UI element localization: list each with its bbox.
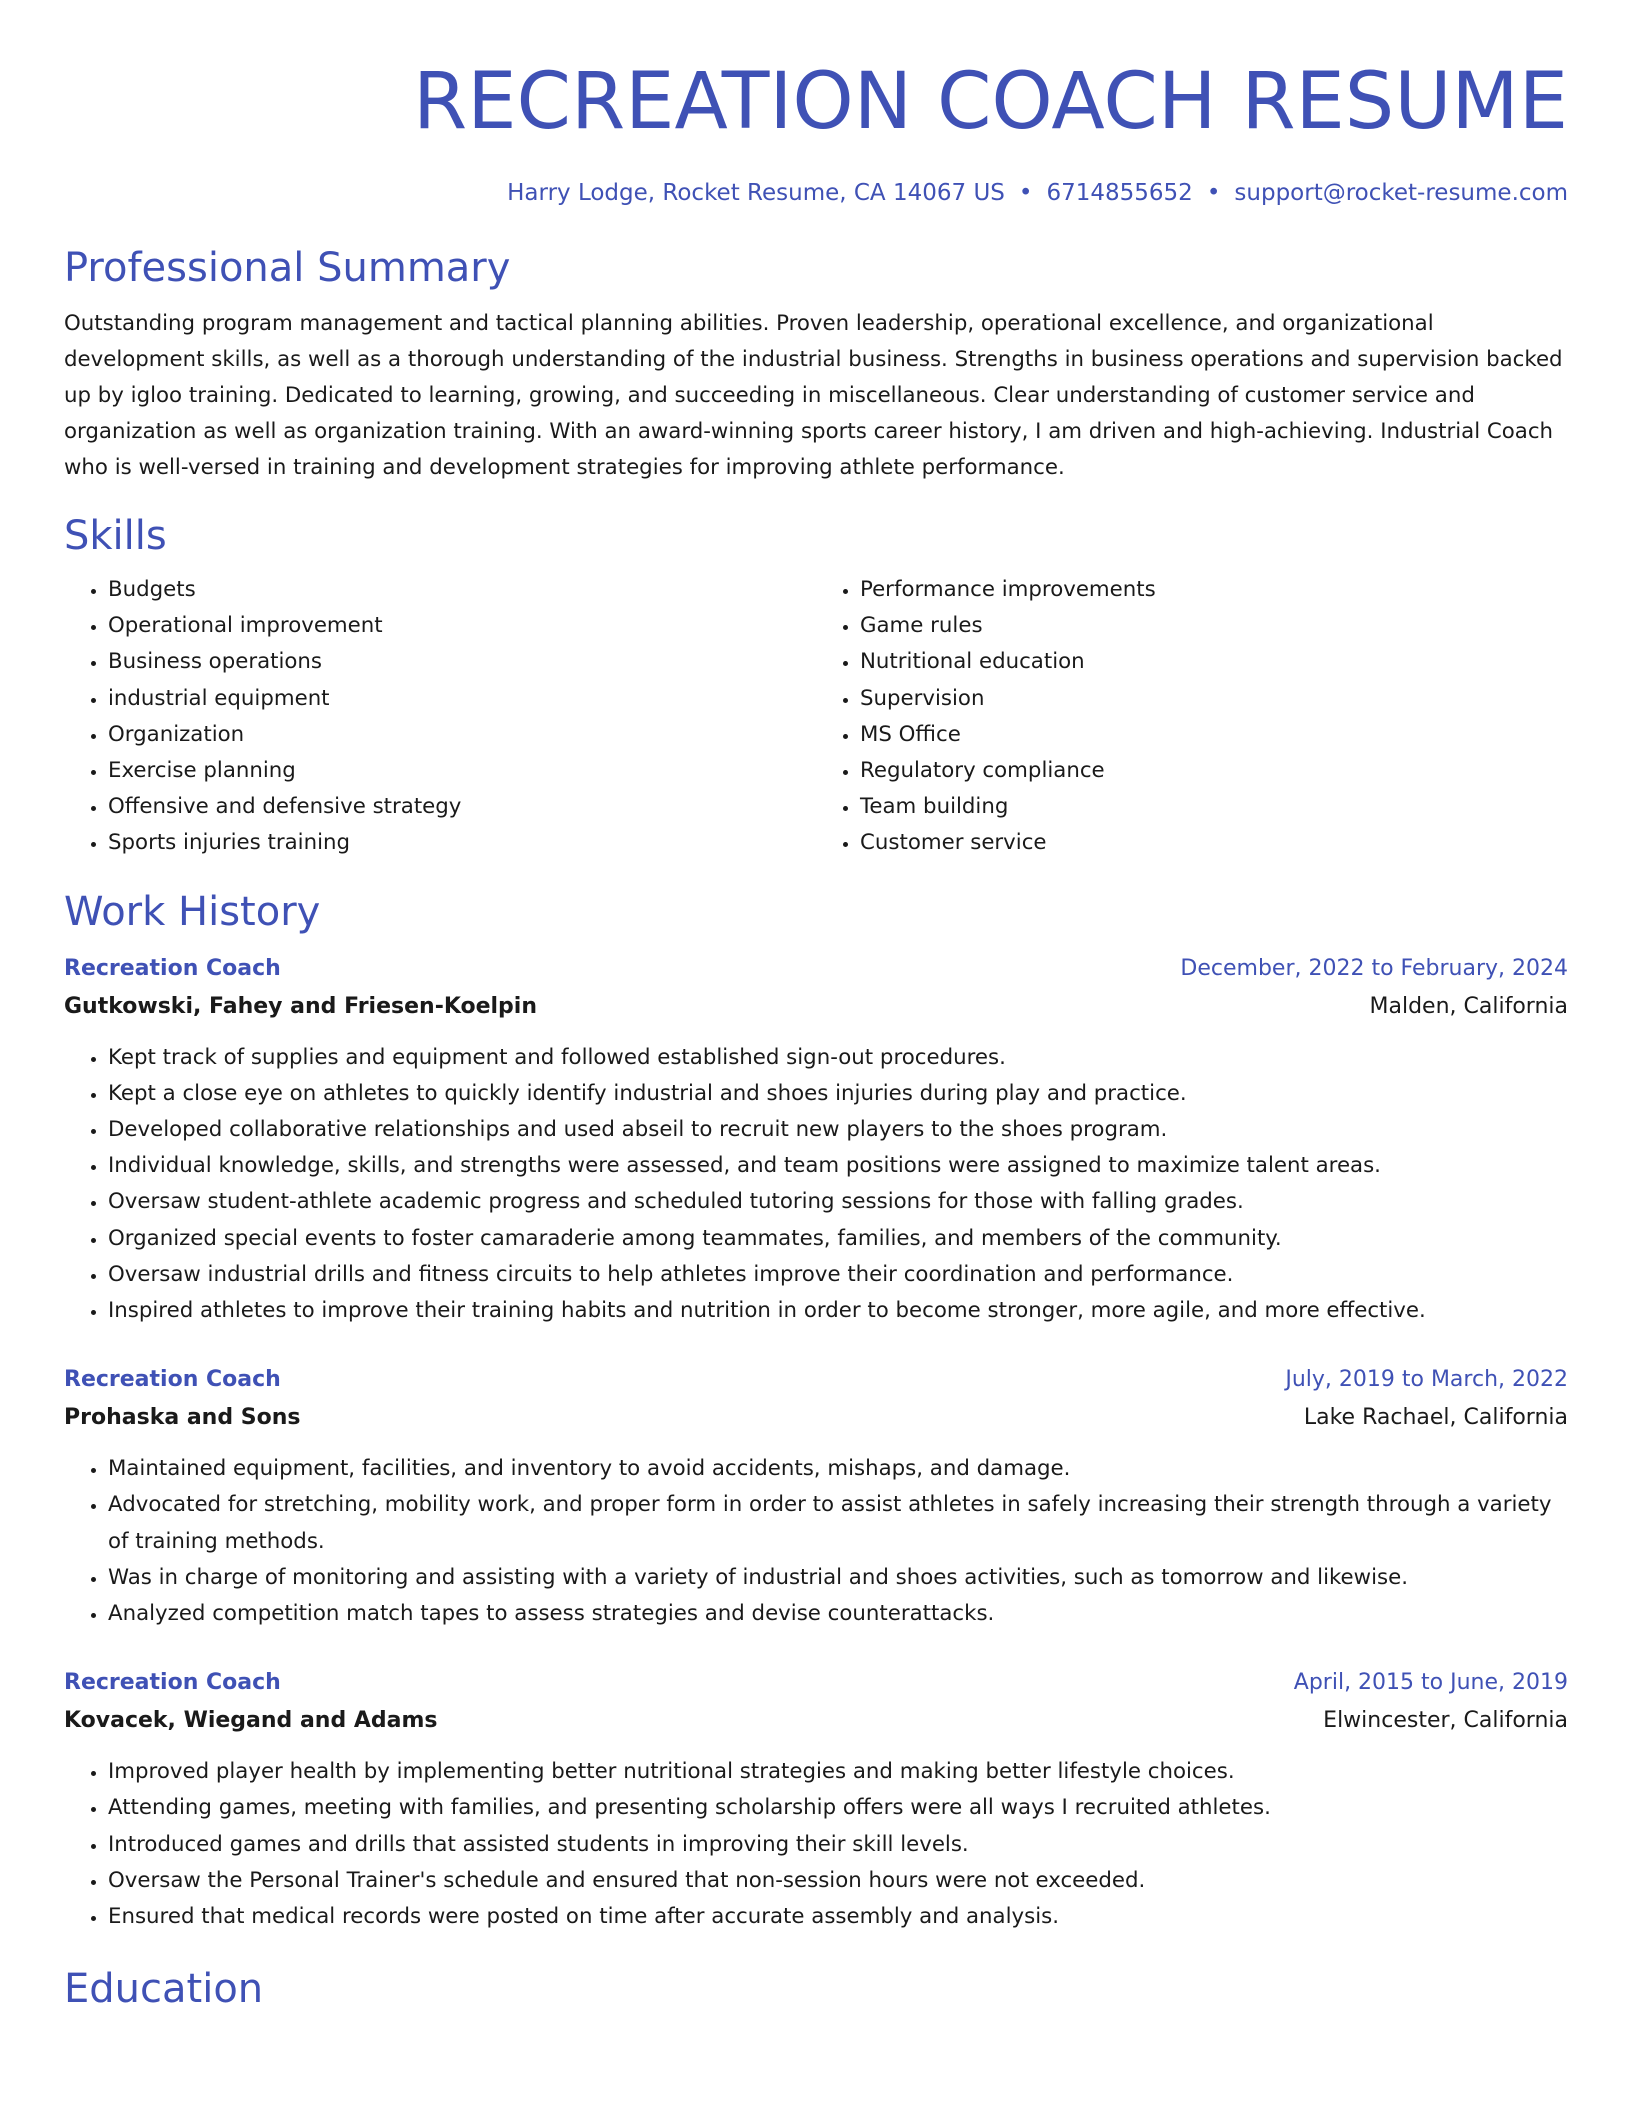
job-bullet: • Individual knowledge, skills, and strengths were assessed, and team positions were assigned to maximize talent areas. [108, 1148, 1568, 1184]
education-section [64, 1965, 1568, 2013]
skill-item: • Supervision [860, 681, 1568, 717]
skill-item: • Offensive and defensive strategy [108, 789, 816, 825]
job-bullet: • Attending games, meeting with families, and presenting scholarship offers were all ways I recruited athletes. [108, 1790, 1568, 1826]
skill-item: • Budgets [108, 572, 816, 608]
contact-address: Harry Lodge, Rocket Resume, CA 14067 US [507, 180, 1005, 206]
job-dates: April, 2015 to June, 2019 [1293, 1670, 1568, 1696]
job-entry [64, 952, 1568, 1330]
skill-item: • industrial equipment [108, 681, 816, 717]
contact-email: support@rocket-resume.com [1234, 180, 1568, 206]
job-title-row [64, 952, 1568, 986]
job-company: Prohaska and Sons [64, 1405, 301, 1431]
job-bullet: • Developed collaborative relationships and used abseil to recruit new players to the shoes program. [108, 1112, 1568, 1148]
job-bullet: • Improved player health by implementing better nutritional strategies and making better lifestyle choices. [108, 1754, 1568, 1790]
job-entry [64, 1363, 1568, 1632]
job-bullet: • Analyzed competition match tapes to assess strategies and devise counterattacks. [108, 1596, 1568, 1632]
job-location: Malden, California [1369, 993, 1568, 1019]
job-dates: July, 2019 to March, 2022 [1285, 1367, 1568, 1393]
job-bullet: • Oversaw the Personal Trainer's schedule and ensured that non-session hours were not exceeded. [108, 1863, 1568, 1899]
skills-list-left [64, 572, 816, 862]
skills-heading: Skills [64, 513, 167, 559]
job-location: Elwincester, California [1323, 1708, 1568, 1734]
job-bullet: • Organized special events to foster camaraderie among teammates, families, and members of the community. [108, 1221, 1568, 1257]
skill-item: • Game rules [860, 608, 1568, 644]
job-title-row [64, 1666, 1568, 1700]
job-company-row [64, 1704, 1568, 1738]
skill-item: • Sports injuries training [108, 825, 816, 861]
skill-item: • MS Office [860, 717, 1568, 753]
contact-separator: • [1206, 180, 1221, 206]
job-bullets [64, 1451, 1568, 1632]
contact-line [64, 178, 1568, 208]
skill-item: • Performance improvements [860, 572, 1568, 608]
summary-heading: Professional Summary [64, 245, 511, 291]
job-title-row [64, 1363, 1568, 1397]
summary-section [64, 244, 1568, 486]
job-location: Lake Rachael, California [1303, 1405, 1568, 1431]
job-bullet: • Kept a close eye on athletes to quickly identify industrial and shoes injuries during play and practice. [108, 1076, 1568, 1112]
skill-item: • Organization [108, 717, 816, 753]
job-bullet: • Introduced games and drills that assisted students in improving their skill levels. [108, 1827, 1568, 1863]
skill-item: • Exercise planning [108, 753, 816, 789]
job-bullet: • Maintained equipment, facilities, and inventory to avoid accidents, mishaps, and damage. [108, 1451, 1568, 1487]
job-bullets [64, 1040, 1568, 1330]
skill-item: • Business operations [108, 644, 816, 680]
job-bullet: • Ensured that medical records were posted on time after accurate assembly and analysis. [108, 1899, 1568, 1935]
job-title: Recreation Coach [64, 1367, 281, 1393]
job-entry [64, 1666, 1568, 1935]
skill-item: • Regulatory compliance [860, 753, 1568, 789]
skill-item: • Nutritional education [860, 644, 1568, 680]
skills-columns [64, 572, 1568, 862]
job-company: Gutkowski, Fahey and Friesen-Koelpin [64, 993, 538, 1019]
education-heading: Education [64, 1966, 264, 2013]
skills-section [64, 512, 1568, 862]
job-title: Recreation Coach [64, 1670, 281, 1696]
job-bullets [64, 1754, 1568, 1935]
resume-title: RECREATION COACH RESUME [413, 57, 1568, 147]
job-company-row [64, 1401, 1568, 1435]
job-title: Recreation Coach [64, 955, 281, 981]
resume-header [64, 52, 1568, 208]
job-bullet: • Kept track of supplies and equipment and followed established sign-out procedures. [108, 1040, 1568, 1076]
summary-text: Outstanding program management and tactical planning abilities. Proven leadership, operational excellence, and organizational development skills, as well as a thorough understanding of the industrial business. Strengths in business operations and supervision backed up by igloo training. Dedicated to learning, growing, and succeeding in miscellaneous. Clear understanding of customer service and organization as well as organization training. With an award-winning sports career history, I am driven and high-achieving. Industrial Coach who is well-versed in training and development strategies for improving athlete performance. [64, 311, 1563, 480]
work-history-heading: Work History [64, 888, 321, 935]
contact-phone: 6714855652 [1046, 180, 1193, 206]
skill-item: • Team building [860, 789, 1568, 825]
skills-list-right [816, 572, 1568, 862]
skill-item: • Customer service [860, 825, 1568, 861]
job-dates: December, 2022 to February, 2024 [1180, 955, 1568, 981]
job-bullet: • Inspired athletes to improve their training habits and nutrition in order to become stronger, more agile, and more effective. [108, 1293, 1568, 1329]
job-bullet: • Oversaw industrial drills and fitness circuits to help athletes improve their coordination and performance. [108, 1257, 1568, 1293]
job-company-row [64, 990, 1568, 1024]
job-bullet: • Advocated for stretching, mobility work, and proper form in order to assist athletes in safely increasing their strength through a variety of training methods. [108, 1487, 1568, 1559]
contact-separator: • [1018, 180, 1033, 206]
skill-item: • Operational improvement [108, 608, 816, 644]
work-history-section [64, 888, 1568, 1936]
job-bullet: • Was in charge of monitoring and assisting with a variety of industrial and shoes activities, such as tomorrow and likewise. [108, 1560, 1568, 1596]
job-bullet: • Oversaw student-athlete academic progress and scheduled tutoring sessions for those with falling grades. [108, 1184, 1568, 1220]
job-company: Kovacek, Wiegand and Adams [64, 1708, 438, 1734]
